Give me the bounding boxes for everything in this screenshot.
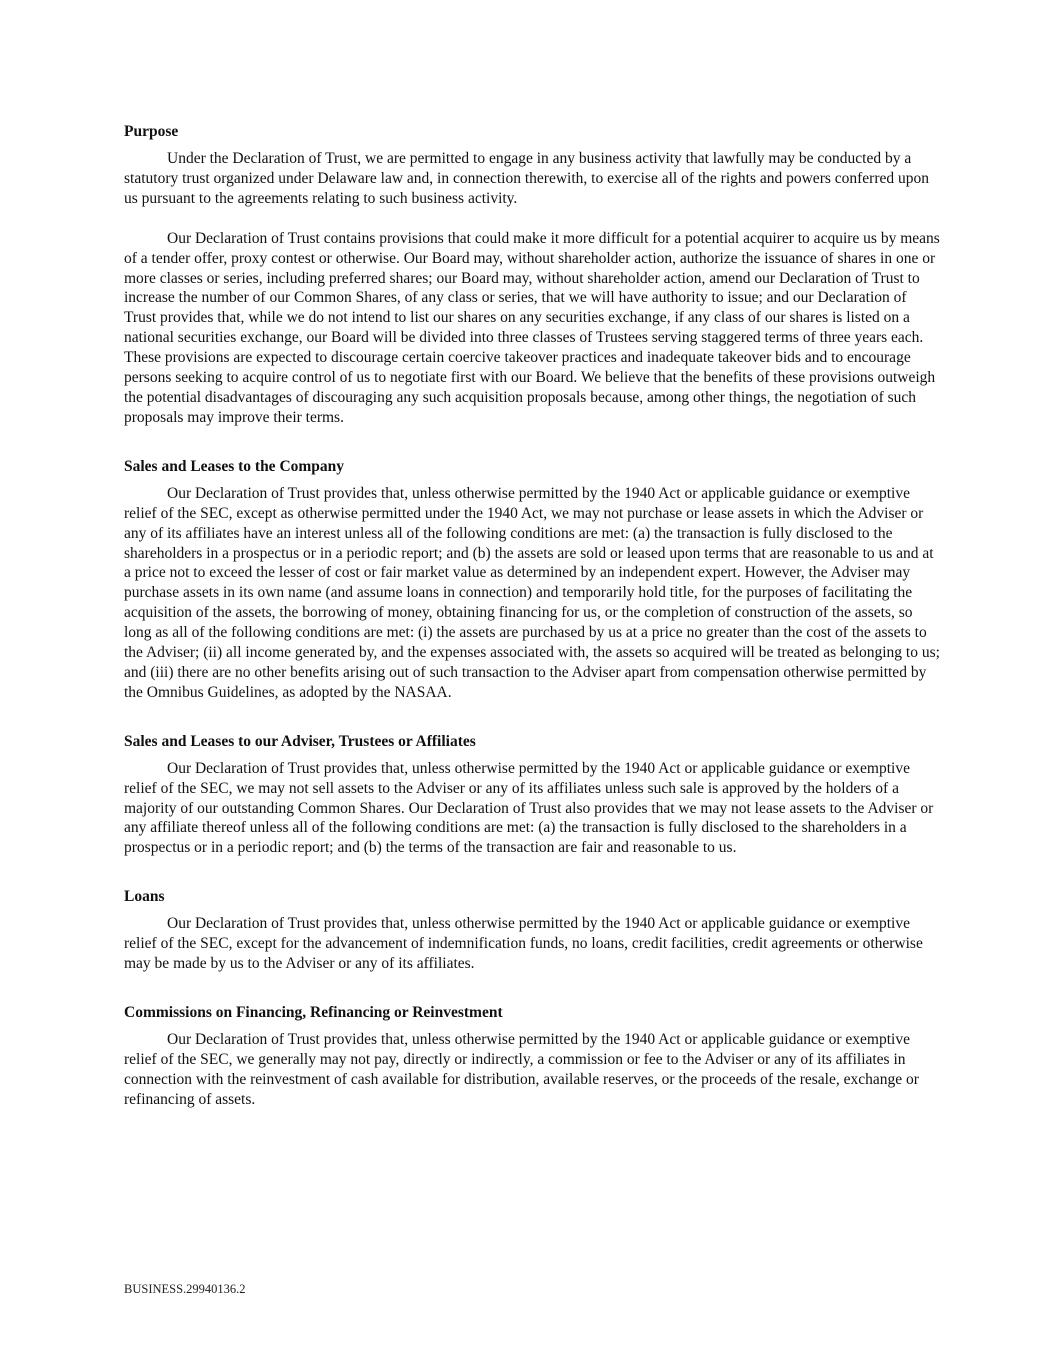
section-sales-leases-company	[124, 457, 940, 703]
section-heading: Commissions on Financing, Refinancing or Reinvestment	[124, 1004, 503, 1021]
paragraph-spacer	[124, 209, 940, 229]
section-spacer	[124, 428, 940, 457]
paragraph: Our Declaration of Trust provides that, unless otherwise permitted by the 1940 Act or applicable guidance or exemptive relief of the SEC, except for the advancement of indemnification funds, no loans, credit facilities, credit agreements or otherwise may be made by us to the Adviser or any of its affiliates.	[124, 915, 923, 973]
section-heading: Sales and Leases to our Adviser, Trustees or Affiliates	[124, 732, 476, 750]
section-heading: Sales and Leases to the Company	[124, 457, 345, 475]
paragraph: Under the Declaration of Trust, we are permitted to engage in any business activity that lawfully may be conducted by a statutory trust organized under Delaware law and, in connection therewith, to exercise all of the rights and powers conferred upon us pursuant to the agreements relating to such business activity.	[124, 150, 930, 207]
section-commissions	[124, 1003, 940, 1110]
paragraph: Our Declaration of Trust provides that, unless otherwise permitted by the 1940 Act or applicable guidance or exemptive relief of the SEC, we generally may not pay, directly or indirectly, a commission or fee to the Adviser or any of its affiliates in connection with the reinvestment of cash available for distribution, available reserves, or the proceeds of the resale, exchange or refinancing of assets.	[124, 1031, 919, 1108]
section-spacer	[124, 974, 940, 1003]
paragraph: Our Declaration of Trust contains provisions that could make it more difficult for a potential acquirer to acquire us by means of a tender offer, proxy contest or otherwise. Our Board may, without shareholder action, authorize the issuance of shares in one or more classes or series, including preferred shares; our Board may, without shareholder action, amend our Declaration of Trust to increase the number of our Common Shares, of any class or series, that we will have authority to issue; and our Declaration of Trust provides that, while we do not intend to list our shares on any securities exchange, if any class of our shares is listed on a national securities exchange, our Board will be divided into three classes of Trustees serving staggered terms of three years each. These provisions are expected to discourage certain coercive takeover practices and inadequate takeover bids and to encourage persons seeking to acquire control of us to negotiate first with our Board. We believe that the benefits of these provisions outweigh the potential disadvantages of discouraging any such acquisition proposals because, among other things, the negotiation of such proposals may improve their terms.	[124, 229, 940, 426]
footer-doc-id: BUSINESS.29940136.2	[124, 1282, 246, 1296]
section-purpose	[124, 122, 940, 428]
paragraph: Our Declaration of Trust provides that, unless otherwise permitted by the 1940 Act or applicable guidance or exemptive relief of the SEC, except as otherwise permitted under the 1940 Act, we may not purchase or lease assets in which the Adviser or any of its affiliates have an interest unless all of the following conditions are met: (a) the transaction is fully disclosed to the shareholders in a prospectus or in a periodic report; and (b) the assets are sold or leased upon terms that are reasonable to us and at a price not to exceed the lesser of cost or fair market value as determined by an independent expert. However, the Adviser may purchase assets in its own name (and assume loans in connection) and temporarily hold title, for the purposes of facilitating the acquisition of the assets, the borrowing of money, obtaining financing for us, or the completion of construction of the assets, so long as all of the following conditions are met: (i) the assets are purchased by us at a price no greater than the cost of the assets to the Adviser; (ii) all income generated by, and the expenses associated with, the assets so acquired will be treated as belonging to us; and (iii) there are no other benefits arising out of such transaction to the Adviser apart from compensation otherwise permitted by the Omnibus Guidelines, as adopted by the NASAA.	[124, 484, 940, 701]
paragraph: Our Declaration of Trust provides that, unless otherwise permitted by the 1940 Act or applicable guidance or exemptive relief of the SEC, we may not sell assets to the Adviser or any of its affiliates unless such sale is approved by the holders of a majority of our outstanding Common Shares. Our Declaration of Trust also provides that we may not lease assets to the Adviser or any affiliate thereof unless all of the following conditions are met: (a) the transaction is fully disclosed to the shareholders in a prospectus or in a periodic report; and (b) the terms of the transaction are fair and reasonable to us.	[124, 759, 934, 857]
section-spacer	[124, 858, 940, 887]
document-body	[124, 122, 940, 1110]
section-sales-leases-adviser	[124, 732, 940, 859]
section-heading: Loans	[124, 888, 165, 906]
section-spacer	[124, 703, 940, 732]
section-loans	[124, 887, 940, 974]
section-heading: Purpose	[124, 123, 179, 140]
